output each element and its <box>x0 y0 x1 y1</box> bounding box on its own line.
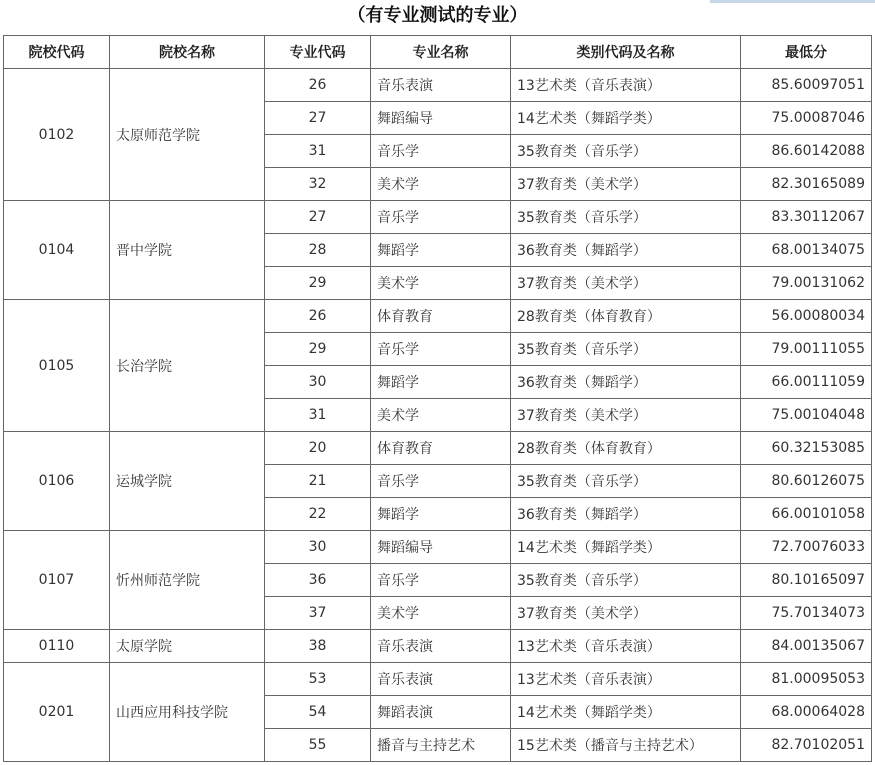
min-score-cell: 82.30165089 <box>741 168 872 201</box>
major-code-cell: 29 <box>265 333 371 366</box>
table-row <box>4 300 872 333</box>
category-cell: 35教育类（音乐学） <box>511 333 741 366</box>
category-cell: 15艺术类（播音与主持艺术） <box>511 729 741 762</box>
school-code-cell: 0201 <box>4 663 110 762</box>
major-name-cell: 美术学 <box>371 168 511 201</box>
major-name-cell: 音乐学 <box>371 564 511 597</box>
major-code-cell: 36 <box>265 564 371 597</box>
category-cell: 13艺术类（音乐表演） <box>511 663 741 696</box>
category-cell: 28教育类（体育教育） <box>511 300 741 333</box>
table-row <box>4 432 872 465</box>
table-row <box>4 630 872 663</box>
major-name-cell: 舞蹈学 <box>371 366 511 399</box>
min-score-cell: 80.60126075 <box>741 465 872 498</box>
major-name-cell: 舞蹈表演 <box>371 696 511 729</box>
table-row <box>4 663 872 696</box>
major-code-cell: 29 <box>265 267 371 300</box>
category-cell: 35教育类（音乐学） <box>511 135 741 168</box>
major-code-cell: 27 <box>265 102 371 135</box>
major-code-cell: 38 <box>265 630 371 663</box>
category-cell: 28教育类（体育教育） <box>511 432 741 465</box>
min-score-cell: 56.00080034 <box>741 300 872 333</box>
min-score-cell: 83.30112067 <box>741 201 872 234</box>
major-code-cell: 26 <box>265 300 371 333</box>
category-cell: 36教育类（舞蹈学） <box>511 498 741 531</box>
admission-table <box>3 35 872 762</box>
table-row <box>4 69 872 102</box>
major-code-cell: 37 <box>265 597 371 630</box>
category-cell: 35教育类（音乐学） <box>511 201 741 234</box>
school-code-cell: 0106 <box>4 432 110 531</box>
min-score-cell: 86.60142088 <box>741 135 872 168</box>
major-code-cell: 30 <box>265 366 371 399</box>
major-code-cell: 55 <box>265 729 371 762</box>
school-name-cell: 太原学院 <box>110 630 265 663</box>
min-score-cell: 79.00111055 <box>741 333 872 366</box>
header-school-code: 院校代码 <box>4 36 110 69</box>
major-code-cell: 28 <box>265 234 371 267</box>
category-cell: 14艺术类（舞蹈学类） <box>511 531 741 564</box>
major-code-cell: 22 <box>265 498 371 531</box>
min-score-cell: 75.00104048 <box>741 399 872 432</box>
major-name-cell: 音乐学 <box>371 201 511 234</box>
major-name-cell: 美术学 <box>371 399 511 432</box>
min-score-cell: 60.32153085 <box>741 432 872 465</box>
major-name-cell: 美术学 <box>371 597 511 630</box>
min-score-cell: 85.60097051 <box>741 69 872 102</box>
table-body <box>4 69 872 762</box>
school-code-cell: 0102 <box>4 69 110 201</box>
min-score-cell: 79.00131062 <box>741 267 872 300</box>
min-score-cell: 84.00135067 <box>741 630 872 663</box>
major-code-cell: 53 <box>265 663 371 696</box>
category-cell: 14艺术类（舞蹈学类） <box>511 696 741 729</box>
min-score-cell: 68.00064028 <box>741 696 872 729</box>
category-cell: 13艺术类（音乐表演） <box>511 630 741 663</box>
min-score-cell: 66.00101058 <box>741 498 872 531</box>
category-cell: 37教育类（美术学） <box>511 168 741 201</box>
major-code-cell: 21 <box>265 465 371 498</box>
min-score-cell: 75.00087046 <box>741 102 872 135</box>
category-cell: 35教育类（音乐学） <box>511 564 741 597</box>
category-cell: 36教育类（舞蹈学） <box>511 234 741 267</box>
school-code-cell: 0105 <box>4 300 110 432</box>
major-name-cell: 音乐表演 <box>371 69 511 102</box>
min-score-cell: 75.70134073 <box>741 597 872 630</box>
min-score-cell: 81.00095053 <box>741 663 872 696</box>
header-category: 类别代码及名称 <box>511 36 741 69</box>
major-code-cell: 31 <box>265 135 371 168</box>
school-name-cell: 山西应用科技学院 <box>110 663 265 762</box>
category-cell: 37教育类（美术学） <box>511 597 741 630</box>
category-cell: 37教育类（美术学） <box>511 267 741 300</box>
header-major-code: 专业代码 <box>265 36 371 69</box>
major-name-cell: 音乐表演 <box>371 663 511 696</box>
school-name-cell: 晋中学院 <box>110 201 265 300</box>
major-name-cell: 舞蹈编导 <box>371 102 511 135</box>
major-name-cell: 舞蹈学 <box>371 498 511 531</box>
min-score-cell: 82.70102051 <box>741 729 872 762</box>
school-name-cell: 长治学院 <box>110 300 265 432</box>
min-score-cell: 80.10165097 <box>741 564 872 597</box>
major-name-cell: 舞蹈编导 <box>371 531 511 564</box>
major-code-cell: 31 <box>265 399 371 432</box>
table-header-row <box>4 36 872 69</box>
category-cell: 35教育类（音乐学） <box>511 465 741 498</box>
major-name-cell: 音乐学 <box>371 333 511 366</box>
major-name-cell: 体育教育 <box>371 432 511 465</box>
min-score-cell: 72.70076033 <box>741 531 872 564</box>
header-school-name: 院校名称 <box>110 36 265 69</box>
header-major-name: 专业名称 <box>371 36 511 69</box>
page-title: （有专业测试的专业） <box>347 5 528 26</box>
school-name-cell: 忻州师范学院 <box>110 531 265 630</box>
major-code-cell: 26 <box>265 69 371 102</box>
min-score-cell: 68.00134075 <box>741 234 872 267</box>
major-code-cell: 30 <box>265 531 371 564</box>
major-code-cell: 54 <box>265 696 371 729</box>
table-row <box>4 201 872 234</box>
major-code-cell: 27 <box>265 201 371 234</box>
major-name-cell: 美术学 <box>371 267 511 300</box>
school-code-cell: 0110 <box>4 630 110 663</box>
school-name-cell: 运城学院 <box>110 432 265 531</box>
major-name-cell: 音乐学 <box>371 465 511 498</box>
major-name-cell: 音乐学 <box>371 135 511 168</box>
school-name-cell: 太原师范学院 <box>110 69 265 201</box>
major-name-cell: 体育教育 <box>371 300 511 333</box>
header-min-score: 最低分 <box>741 36 872 69</box>
major-name-cell: 音乐表演 <box>371 630 511 663</box>
major-name-cell: 舞蹈学 <box>371 234 511 267</box>
table-row <box>4 531 872 564</box>
major-code-cell: 20 <box>265 432 371 465</box>
school-code-cell: 0107 <box>4 531 110 630</box>
min-score-cell: 66.00111059 <box>741 366 872 399</box>
school-code-cell: 0104 <box>4 201 110 300</box>
category-cell: 37教育类（美术学） <box>511 399 741 432</box>
major-name-cell: 播音与主持艺术 <box>371 729 511 762</box>
major-code-cell: 32 <box>265 168 371 201</box>
category-cell: 13艺术类（音乐表演） <box>511 69 741 102</box>
category-cell: 14艺术类（舞蹈学类） <box>511 102 741 135</box>
category-cell: 36教育类（舞蹈学） <box>511 366 741 399</box>
